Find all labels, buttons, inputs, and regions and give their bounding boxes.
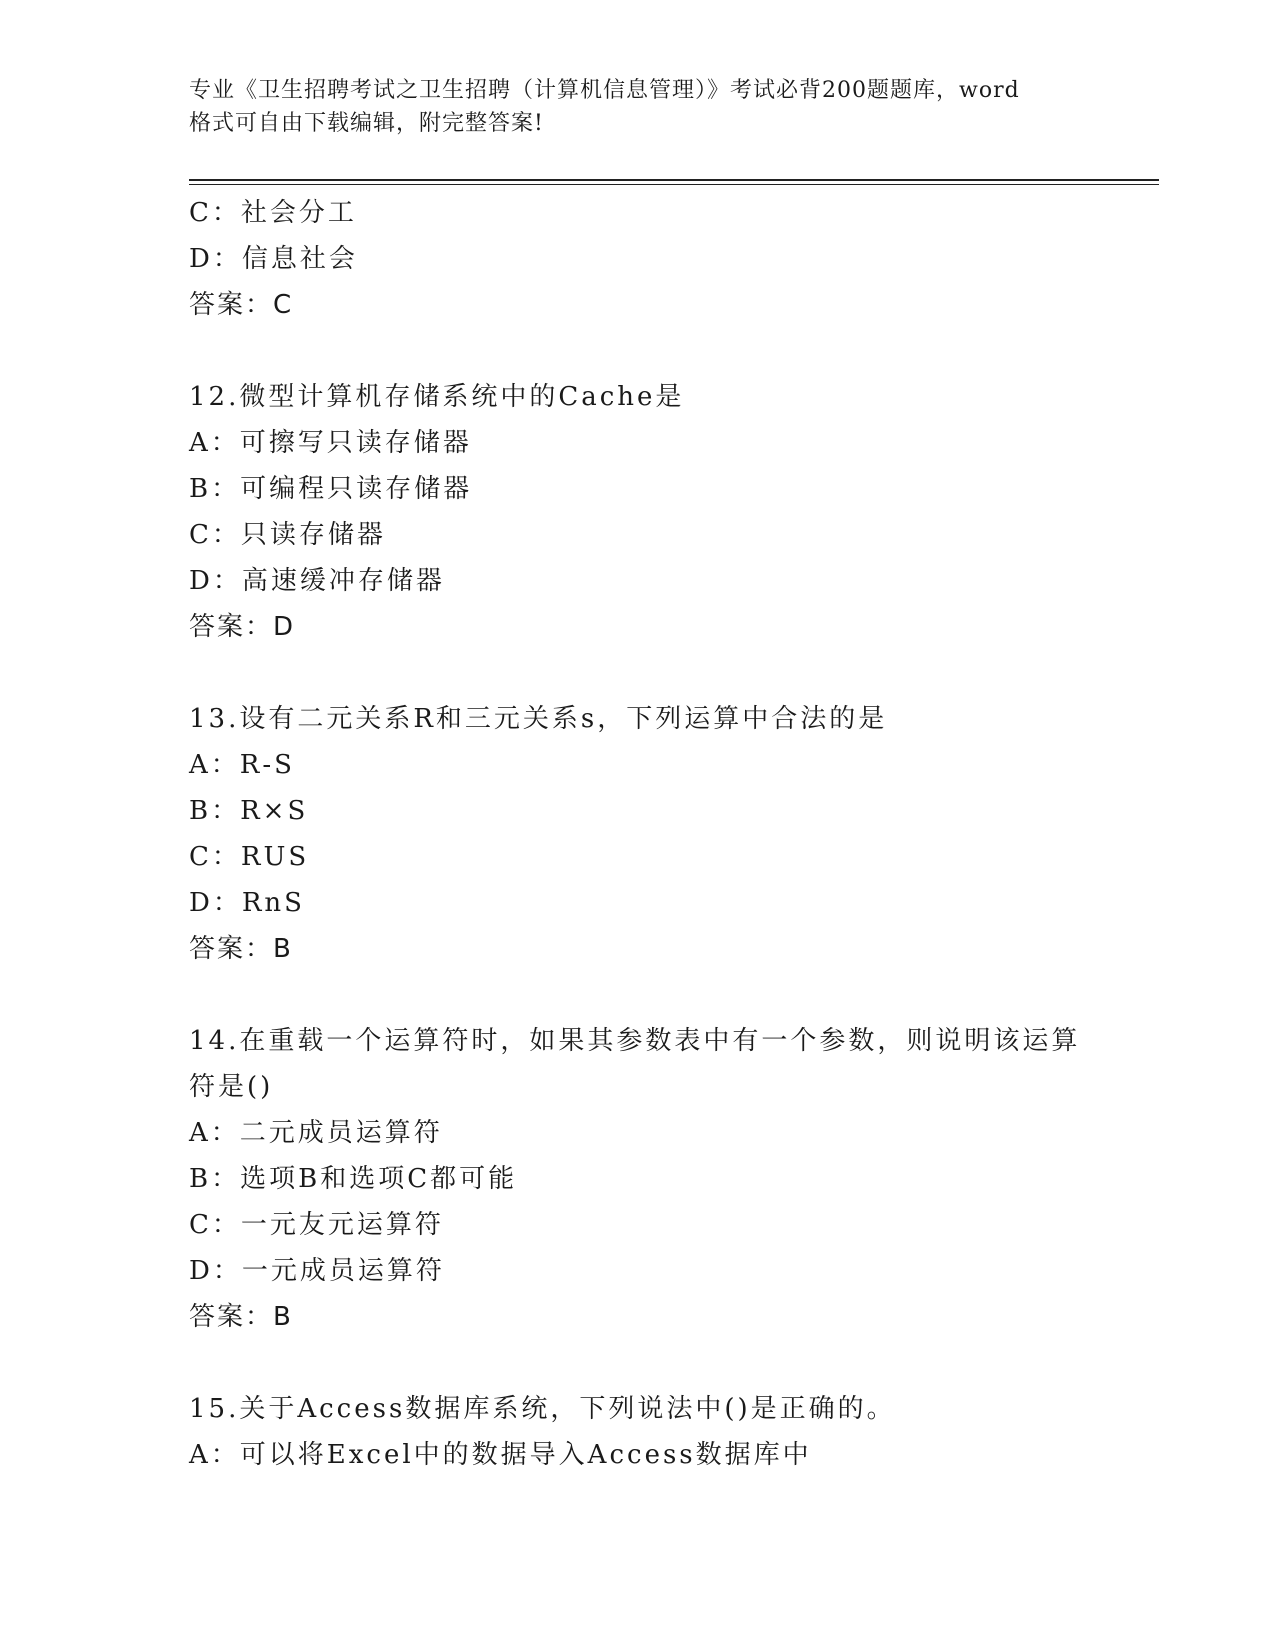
- question-14: [189, 1018, 1089, 1340]
- option-a: A：二元成员运算符: [189, 1118, 443, 1148]
- option-d: D：RnS: [189, 888, 305, 918]
- option-a: A：R-S: [189, 750, 295, 780]
- option-b: B：选项B和选项C都可能: [189, 1164, 518, 1194]
- option-d: D：一元成员运算符: [189, 1256, 445, 1286]
- option-d: D：高速缓冲存储器: [189, 566, 445, 596]
- option-a: A：可擦写只读存储器: [189, 428, 472, 458]
- answer-line: 答案：C: [189, 290, 294, 320]
- question-stem: 13.设有二元关系R和三元关系s，下列运算中合法的是: [189, 704, 888, 734]
- option-c: C：只读存储器: [189, 520, 386, 550]
- question-stem: 15.关于Access数据库系统，下列说法中()是正确的。: [189, 1394, 896, 1424]
- answer-line: 答案：B: [189, 934, 293, 964]
- header-line-1: 专业《卫生招聘考试之卫生招聘（计算机信息管理）》考试必背200题题库，word: [189, 78, 1020, 103]
- question-list: [189, 190, 1089, 1478]
- question-15: [189, 1386, 1089, 1478]
- question-partial: [189, 190, 1089, 328]
- option-d: D：信息社会: [189, 244, 358, 274]
- answer-line: 答案：D: [189, 612, 296, 642]
- question-12: [189, 374, 1089, 650]
- option-b: B：R×S: [189, 796, 309, 826]
- option-c: C：RUS: [189, 842, 310, 872]
- option-c: C：社会分工: [189, 198, 357, 228]
- header-divider-thin: [189, 184, 1159, 185]
- answer-line: 答案：B: [189, 1302, 293, 1332]
- document-header: [189, 74, 1089, 140]
- question-stem: 12.微型计算机存储系统中的Cache是: [189, 382, 685, 412]
- question-stem-line-2: 符是(): [189, 1072, 274, 1102]
- option-a: A：可以将Excel中的数据导入Access数据库中: [189, 1440, 812, 1470]
- question-13: [189, 696, 1089, 972]
- header-line-2: 格式可自由下载编辑，附完整答案!: [189, 111, 544, 136]
- option-c: C：一元友元运算符: [189, 1210, 444, 1240]
- header-divider-thick: [189, 179, 1159, 181]
- question-stem-line-1: 14.在重载一个运算符时，如果其参数表中有一个参数，则说明该运算: [189, 1026, 1081, 1056]
- option-b: B：可编程只读存储器: [189, 474, 473, 504]
